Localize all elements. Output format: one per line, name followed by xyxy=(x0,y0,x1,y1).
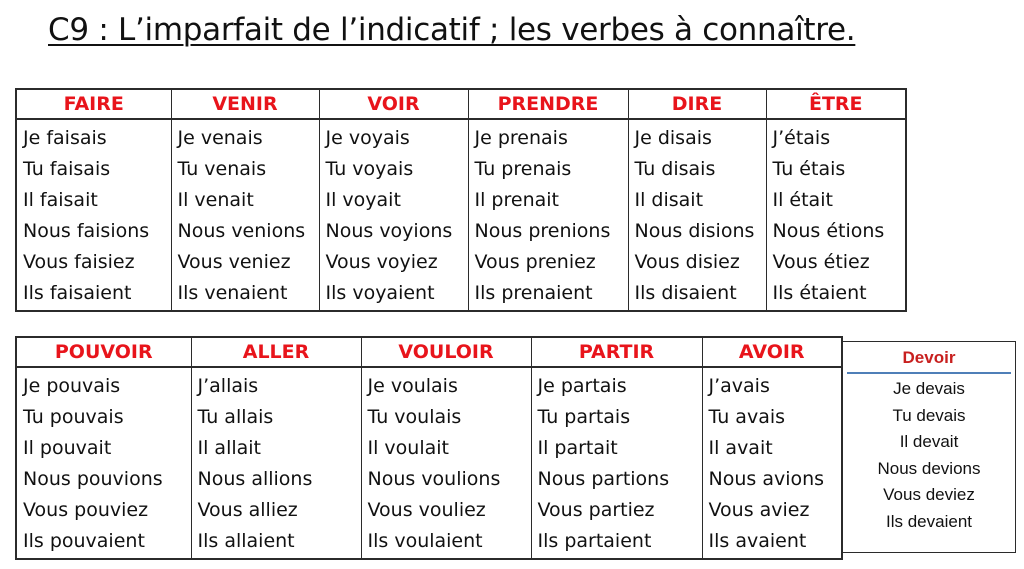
conjugation-form: Tu prenais xyxy=(474,158,572,180)
conjugation-form: Vous deviez xyxy=(883,485,975,504)
conjugation-form: Nous étions xyxy=(772,220,885,242)
verb-header-pouvoir: POUVOIR xyxy=(16,337,191,367)
conjugation-table-1 xyxy=(15,88,907,312)
conjugation-form: Vous étiez xyxy=(772,251,870,273)
conjugation-form: Ils partaient xyxy=(537,530,652,552)
conjugation-form: Ils devaient xyxy=(886,511,972,531)
conjugation-form: Ils faisaient xyxy=(23,282,132,304)
conjugation-form: Ils avaient xyxy=(708,530,807,552)
conjugation-form: Ils venaient xyxy=(177,282,288,304)
conjugation-form: Vous aviez xyxy=(708,499,810,521)
verb-header-venir: VENIR xyxy=(171,89,319,119)
verb-header-etre: ÊTRE xyxy=(766,89,906,119)
conjugation-form: Il pouvait xyxy=(23,437,112,459)
conjugation-form: Tu voulais xyxy=(367,406,462,428)
conjugation-form: Ils pouvaient xyxy=(23,530,145,552)
conjugation-form: Vous partiez xyxy=(537,499,655,521)
verb-header-avoir: AVOIR xyxy=(702,337,842,367)
verb-column-partir xyxy=(531,367,702,559)
conjugation-form: Je prenais xyxy=(474,127,568,149)
verb-header-vouloir: VOULOIR xyxy=(361,337,531,367)
table-header-row xyxy=(16,89,906,119)
conjugation-form: Vous veniez xyxy=(177,251,291,273)
conjugation-form: Nous voyions xyxy=(325,220,453,242)
table-body-row xyxy=(16,367,842,559)
verb-column-venir xyxy=(171,119,319,311)
conjugation-form: Tu faisais xyxy=(23,158,111,180)
verb-header-faire: FAIRE xyxy=(16,89,171,119)
conjugation-form: Je voyais xyxy=(325,127,410,149)
table-header-row xyxy=(16,337,842,367)
table-body-row xyxy=(16,119,906,311)
devoir-box xyxy=(842,341,1016,553)
conjugation-form: Tu avais xyxy=(708,406,786,428)
conjugation-form: Il faisait xyxy=(23,189,98,211)
verb-column-voir xyxy=(319,119,468,311)
conjugation-form: Ils étaient xyxy=(772,282,867,304)
conjugation-form: Je voulais xyxy=(367,375,458,397)
verb-header-devoir: Devoir xyxy=(847,342,1011,374)
conjugation-form: Ils voyaient xyxy=(325,282,435,304)
verb-column-prendre xyxy=(468,119,628,311)
conjugation-form: Il disait xyxy=(634,189,704,211)
conjugation-form: Je venais xyxy=(177,127,263,149)
conjugation-form: Vous preniez xyxy=(474,251,596,273)
conjugation-form: Vous faisiez xyxy=(23,251,135,273)
conjugation-form: Ils allaient xyxy=(197,530,295,552)
conjugation-form: Nous voulions xyxy=(367,468,501,490)
verb-header-dire: DIRE xyxy=(628,89,766,119)
verb-column-etre xyxy=(766,119,906,311)
verb-column-avoir xyxy=(702,367,842,559)
conjugation-form: Nous devions xyxy=(877,458,981,478)
conjugation-form: J’allais xyxy=(197,375,259,397)
conjugation-form: Tu allais xyxy=(197,406,274,428)
verb-column-aller xyxy=(191,367,361,559)
conjugation-form: Je faisais xyxy=(23,127,107,149)
conjugation-form: J’avais xyxy=(708,375,770,397)
conjugation-form: Tu venais xyxy=(177,158,267,180)
conjugation-form: Je partais xyxy=(537,375,627,397)
conjugation-form: Vous pouviez xyxy=(23,499,149,521)
conjugation-form: Tu devais xyxy=(892,405,966,425)
verb-column-pouvoir xyxy=(16,367,191,559)
conjugation-form: Ils prenaient xyxy=(474,282,593,304)
verb-header-voir: VOIR xyxy=(319,89,468,119)
conjugation-form: Il partait xyxy=(537,437,618,459)
devoir-forms xyxy=(843,374,1015,535)
verb-column-dire xyxy=(628,119,766,311)
conjugation-form: Tu pouvais xyxy=(23,406,124,428)
conjugation-form: Tu étais xyxy=(772,158,846,180)
conjugation-form: Il avait xyxy=(708,437,773,459)
conjugation-form: Il allait xyxy=(197,437,261,459)
conjugation-form: Vous alliez xyxy=(197,499,298,521)
page-title: C9 : L’imparfait de l’indicatif ; les verbes à connaître. xyxy=(48,12,856,48)
conjugation-form: Tu partais xyxy=(537,406,631,428)
verb-header-partir: PARTIR xyxy=(531,337,702,367)
conjugation-form: Il venait xyxy=(177,189,254,211)
conjugation-form: Ils disaient xyxy=(634,282,737,304)
conjugation-form: Ils voulaient xyxy=(367,530,483,552)
conjugation-form: Je devais xyxy=(893,379,965,398)
verb-header-aller: ALLER xyxy=(191,337,361,367)
verb-column-faire xyxy=(16,119,171,311)
conjugation-form: Il devait xyxy=(899,432,959,451)
conjugation-form: Il voulait xyxy=(367,437,449,459)
conjugation-form: Nous prenions xyxy=(474,220,611,242)
conjugation-form: Vous voyiez xyxy=(325,251,438,273)
conjugation-form: Il voyait xyxy=(325,189,401,211)
conjugation-form: Nous partions xyxy=(537,468,670,490)
conjugation-form: Nous disions xyxy=(634,220,755,242)
conjugation-form: Vous vouliez xyxy=(367,499,486,521)
conjugation-form: Nous allions xyxy=(197,468,313,490)
verb-header-prendre: PRENDRE xyxy=(468,89,628,119)
conjugation-form: Il était xyxy=(772,189,833,211)
conjugation-form: J’étais xyxy=(772,127,831,149)
conjugation-form: Je disais xyxy=(634,127,712,149)
conjugation-form: Nous venions xyxy=(177,220,306,242)
conjugation-form: Tu disais xyxy=(634,158,716,180)
conjugation-form: Nous faisions xyxy=(23,220,150,242)
conjugation-form: Tu voyais xyxy=(325,158,414,180)
verb-column-vouloir xyxy=(361,367,531,559)
conjugation-form: Nous avions xyxy=(708,468,825,490)
conjugation-form: Il prenait xyxy=(474,189,559,211)
conjugation-form: Nous pouvions xyxy=(23,468,163,490)
conjugation-form: Vous disiez xyxy=(634,251,740,273)
conjugation-form: Je pouvais xyxy=(23,375,121,397)
conjugation-table-2 xyxy=(15,336,843,560)
